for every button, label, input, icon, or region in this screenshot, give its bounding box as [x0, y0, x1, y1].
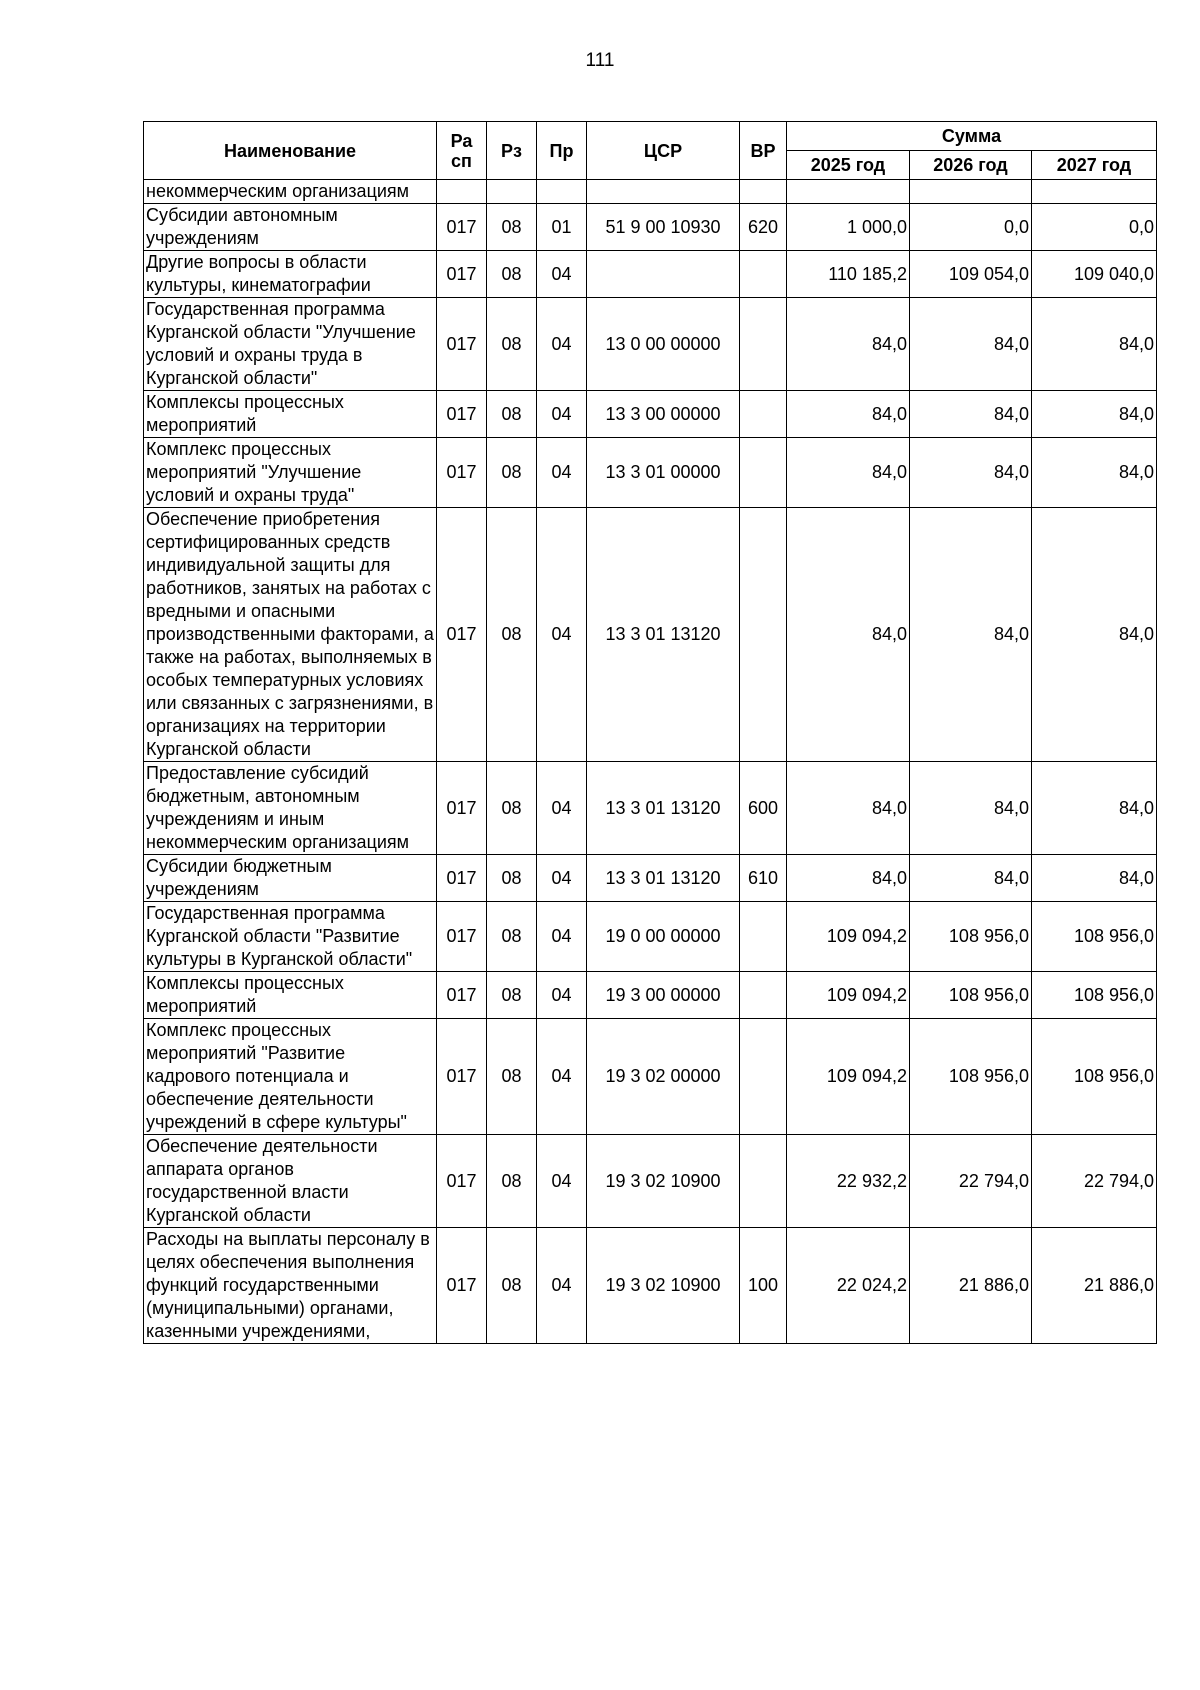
cell-csr: 13 3 01 13120 — [587, 855, 740, 902]
cell-amount-2027: 84,0 — [1032, 438, 1157, 508]
cell-name: Комплекс процессных мероприятий "Развитие кадрового потенциала и обеспечение деятельности учреждений в сфере культуры" — [144, 1019, 437, 1135]
cell-csr: 13 3 01 00000 — [587, 438, 740, 508]
cell-amount-2027: 108 956,0 — [1032, 902, 1157, 972]
header-pr: Пр — [537, 122, 587, 180]
cell-rasp: 017 — [437, 762, 487, 855]
cell-csr: 19 0 00 00000 — [587, 902, 740, 972]
cell-amount-2025: 84,0 — [787, 762, 910, 855]
cell-rz — [487, 180, 537, 204]
cell-name: Субсидии бюджетным учреждениям — [144, 855, 437, 902]
cell-amount-2025: 84,0 — [787, 438, 910, 508]
cell-amount-2027: 109 040,0 — [1032, 251, 1157, 298]
cell-amount-2026: 21 886,0 — [910, 1228, 1032, 1344]
cell-rz: 08 — [487, 1228, 537, 1344]
cell-amount-2025: 84,0 — [787, 855, 910, 902]
cell-pr: 04 — [537, 972, 587, 1019]
cell-csr: 13 3 01 13120 — [587, 762, 740, 855]
header-rz: Рз — [487, 122, 537, 180]
cell-vr — [740, 180, 787, 204]
cell-rz: 08 — [487, 391, 537, 438]
cell-rasp: 017 — [437, 391, 487, 438]
table-row — [144, 508, 1157, 762]
cell-name: Государственная программа Курганской области "Развитие культуры в Курганской области" — [144, 902, 437, 972]
cell-rasp: 017 — [437, 438, 487, 508]
cell-rz: 08 — [487, 762, 537, 855]
cell-amount-2026: 108 956,0 — [910, 902, 1032, 972]
cell-rz: 08 — [487, 972, 537, 1019]
table-row — [144, 180, 1157, 204]
cell-amount-2026: 84,0 — [910, 508, 1032, 762]
cell-rasp: 017 — [437, 902, 487, 972]
cell-pr: 04 — [537, 508, 587, 762]
cell-vr: 620 — [740, 204, 787, 251]
cell-vr: 610 — [740, 855, 787, 902]
cell-amount-2027: 84,0 — [1032, 391, 1157, 438]
budget-table — [143, 121, 1157, 1344]
cell-csr: 13 3 01 13120 — [587, 508, 740, 762]
cell-name: Комплексы процессных мероприятий — [144, 391, 437, 438]
table-row — [144, 204, 1157, 251]
cell-name: Обеспечение приобретения сертифицированных средств индивидуальной защиты для работников, занятых на работах с вредными и опасными производственными факторами, а также на работах, выполняемых в особых температурных условиях или связанных с загрязнениями, в организациях на территории Курганской области — [144, 508, 437, 762]
table-row — [144, 855, 1157, 902]
table-row — [144, 902, 1157, 972]
cell-rz: 08 — [487, 204, 537, 251]
cell-amount-2025: 1 000,0 — [787, 204, 910, 251]
cell-csr — [587, 251, 740, 298]
header-vr: ВР — [740, 122, 787, 180]
cell-name: Государственная программа Курганской области "Улучшение условий и охраны труда в Курганской области" — [144, 298, 437, 391]
cell-pr: 04 — [537, 1135, 587, 1228]
table-body — [144, 180, 1157, 1344]
table-row — [144, 972, 1157, 1019]
cell-pr: 04 — [537, 1019, 587, 1135]
cell-pr: 04 — [537, 762, 587, 855]
cell-csr: 13 0 00 00000 — [587, 298, 740, 391]
table-header — [144, 122, 1157, 180]
cell-csr: 51 9 00 10930 — [587, 204, 740, 251]
cell-amount-2026: 84,0 — [910, 438, 1032, 508]
table-row — [144, 1019, 1157, 1135]
cell-vr — [740, 251, 787, 298]
cell-name: некоммерческим организациям — [144, 180, 437, 204]
cell-amount-2025: 110 185,2 — [787, 251, 910, 298]
cell-csr: 19 3 02 10900 — [587, 1135, 740, 1228]
cell-amount-2026: 109 054,0 — [910, 251, 1032, 298]
cell-pr: 04 — [537, 298, 587, 391]
cell-rz: 08 — [487, 438, 537, 508]
cell-rz: 08 — [487, 902, 537, 972]
cell-pr: 04 — [537, 1228, 587, 1344]
cell-amount-2026: 84,0 — [910, 855, 1032, 902]
cell-vr: 600 — [740, 762, 787, 855]
cell-pr: 04 — [537, 855, 587, 902]
cell-amount-2025: 22 024,2 — [787, 1228, 910, 1344]
cell-rasp: 017 — [437, 1228, 487, 1344]
cell-pr: 04 — [537, 391, 587, 438]
cell-rasp: 017 — [437, 298, 487, 391]
table-row — [144, 298, 1157, 391]
table-row — [144, 1135, 1157, 1228]
cell-amount-2026: 22 794,0 — [910, 1135, 1032, 1228]
cell-rasp: 017 — [437, 1019, 487, 1135]
header-rasp: Ра сп — [437, 122, 487, 180]
cell-vr — [740, 438, 787, 508]
cell-pr — [537, 180, 587, 204]
cell-vr — [740, 972, 787, 1019]
cell-amount-2026: 84,0 — [910, 762, 1032, 855]
table-row — [144, 438, 1157, 508]
cell-rasp: 017 — [437, 972, 487, 1019]
cell-vr: 100 — [740, 1228, 787, 1344]
cell-vr — [740, 298, 787, 391]
cell-csr: 13 3 00 00000 — [587, 391, 740, 438]
cell-csr — [587, 180, 740, 204]
cell-name: Комплекс процессных мероприятий "Улучшение условий и охраны труда" — [144, 438, 437, 508]
header-year-2027: 2027 год — [1032, 151, 1157, 180]
cell-vr — [740, 391, 787, 438]
cell-pr: 04 — [537, 902, 587, 972]
header-year-2026: 2026 год — [910, 151, 1032, 180]
cell-amount-2025: 22 932,2 — [787, 1135, 910, 1228]
cell-amount-2025: 109 094,2 — [787, 1019, 910, 1135]
cell-pr: 04 — [537, 251, 587, 298]
cell-rz: 08 — [487, 1135, 537, 1228]
cell-rz: 08 — [487, 251, 537, 298]
cell-rasp: 017 — [437, 855, 487, 902]
cell-rz: 08 — [487, 855, 537, 902]
cell-rasp — [437, 180, 487, 204]
cell-amount-2025: 109 094,2 — [787, 972, 910, 1019]
cell-amount-2027 — [1032, 180, 1157, 204]
cell-amount-2027: 84,0 — [1032, 855, 1157, 902]
cell-amount-2027: 21 886,0 — [1032, 1228, 1157, 1344]
cell-rasp: 017 — [437, 251, 487, 298]
cell-amount-2025: 109 094,2 — [787, 902, 910, 972]
cell-name: Расходы на выплаты персоналу в целях обеспечения выполнения функций государственными (муниципальными) органами, казенными учреждениями, — [144, 1228, 437, 1344]
cell-amount-2026: 108 956,0 — [910, 972, 1032, 1019]
cell-rasp: 017 — [437, 204, 487, 251]
cell-vr — [740, 1135, 787, 1228]
cell-vr — [740, 902, 787, 972]
cell-amount-2025: 84,0 — [787, 508, 910, 762]
cell-amount-2025: 84,0 — [787, 391, 910, 438]
cell-amount-2025: 84,0 — [787, 298, 910, 391]
cell-rz: 08 — [487, 1019, 537, 1135]
cell-amount-2026: 108 956,0 — [910, 1019, 1032, 1135]
table-row — [144, 251, 1157, 298]
cell-amount-2027: 0,0 — [1032, 204, 1157, 251]
table-row — [144, 1228, 1157, 1344]
table-row — [144, 762, 1157, 855]
cell-csr: 19 3 02 10900 — [587, 1228, 740, 1344]
cell-amount-2026 — [910, 180, 1032, 204]
cell-amount-2027: 84,0 — [1032, 762, 1157, 855]
header-name: Наименование — [144, 122, 437, 180]
cell-amount-2027: 84,0 — [1032, 298, 1157, 391]
header-summa: Сумма — [787, 122, 1157, 151]
cell-rasp: 017 — [437, 508, 487, 762]
cell-pr: 01 — [537, 204, 587, 251]
cell-amount-2026: 84,0 — [910, 298, 1032, 391]
cell-amount-2027: 108 956,0 — [1032, 1019, 1157, 1135]
cell-csr: 19 3 02 00000 — [587, 1019, 740, 1135]
cell-amount-2027: 108 956,0 — [1032, 972, 1157, 1019]
cell-amount-2025 — [787, 180, 910, 204]
cell-name: Комплексы процессных мероприятий — [144, 972, 437, 1019]
header-year-2025: 2025 год — [787, 151, 910, 180]
cell-rz: 08 — [487, 508, 537, 762]
header-csr: ЦСР — [587, 122, 740, 180]
cell-pr: 04 — [537, 438, 587, 508]
cell-vr — [740, 1019, 787, 1135]
cell-name: Другие вопросы в области культуры, кинематографии — [144, 251, 437, 298]
cell-rz: 08 — [487, 298, 537, 391]
cell-name: Предоставление субсидий бюджетным, автономным учреждениям и иным некоммерческим организациям — [144, 762, 437, 855]
cell-name: Субсидии автономным учреждениям — [144, 204, 437, 251]
page-number: 111 — [585, 50, 615, 71]
cell-name: Обеспечение деятельности аппарата органов государственной власти Курганской области — [144, 1135, 437, 1228]
table-row — [144, 391, 1157, 438]
cell-amount-2027: 84,0 — [1032, 508, 1157, 762]
cell-rasp: 017 — [437, 1135, 487, 1228]
cell-vr — [740, 508, 787, 762]
cell-amount-2026: 84,0 — [910, 391, 1032, 438]
cell-csr: 19 3 00 00000 — [587, 972, 740, 1019]
cell-amount-2027: 22 794,0 — [1032, 1135, 1157, 1228]
cell-amount-2026: 0,0 — [910, 204, 1032, 251]
